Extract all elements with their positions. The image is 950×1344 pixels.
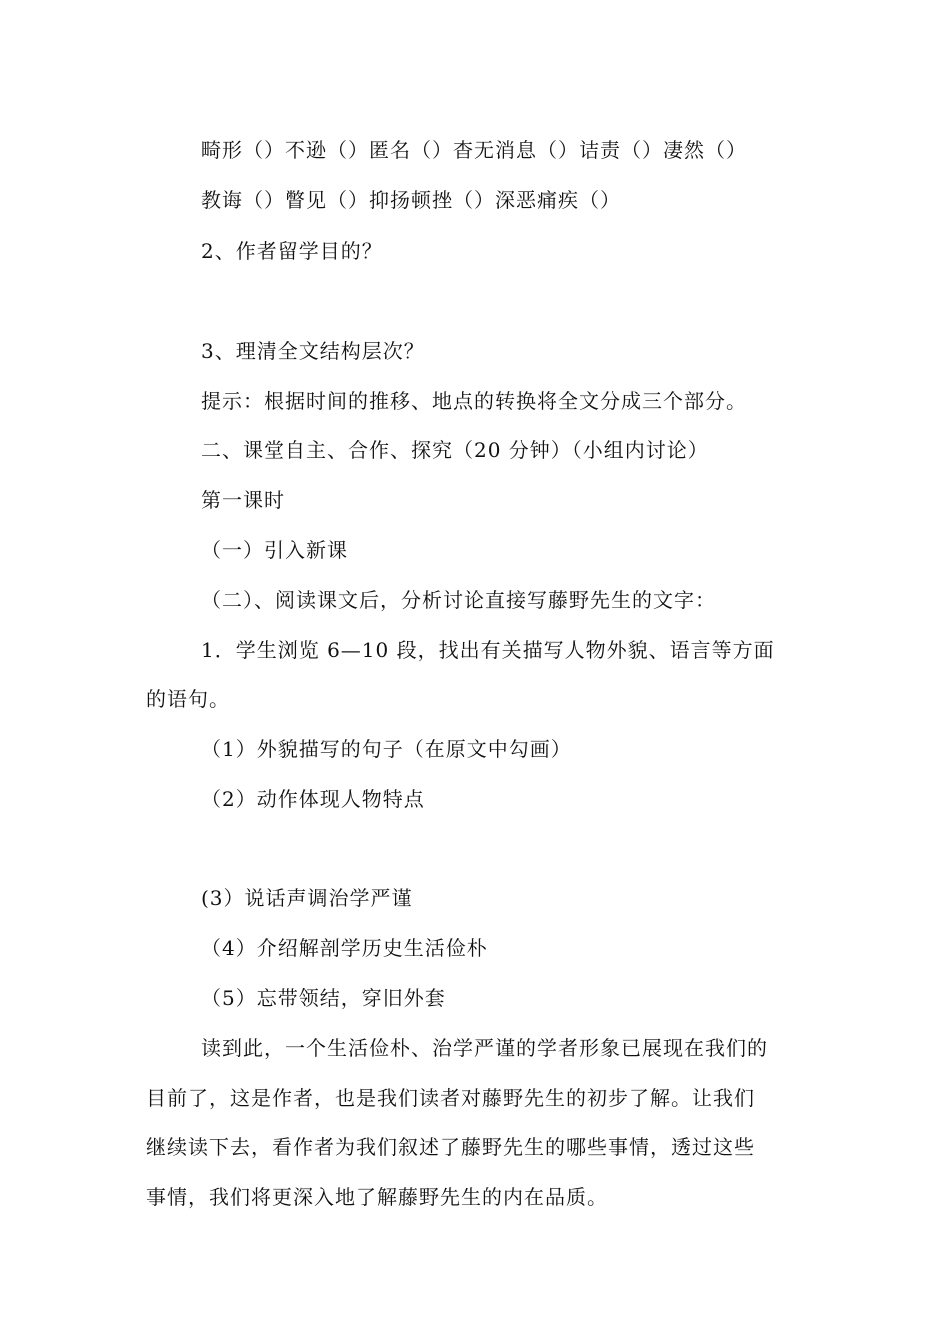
- sub-item-5: （5）忘带领结，穿旧外套: [201, 986, 446, 1010]
- paragraph-line-4: 事情，我们将更深入地了解藤野先生的内在品质。: [146, 1185, 608, 1209]
- sub-item-1: （1）外貌描写的句子（在原文中勾画）: [201, 737, 572, 761]
- paragraph-line-1: 读到此，一个生活俭朴、治学严谨的学者形象已展现在我们的: [201, 1036, 768, 1060]
- vocab-line-1: 畸形（）不逊（）匿名（）杳无消息（）诘责（）凄然（）: [201, 138, 747, 162]
- vocab-line-2: 教诲（）瞥见（）抑扬顿挫（）深恶痛疾（）: [201, 188, 621, 212]
- item-1-line-2: 的语句。: [146, 687, 230, 711]
- question-2: 2、作者留学目的？: [201, 239, 383, 263]
- section-2-heading: 二、课堂自主、合作、探究（20 分钟）（小组内讨论）: [201, 438, 709, 462]
- sub-item-2: （2）动作体现人物特点: [201, 787, 425, 811]
- lesson-label: 第一课时: [201, 488, 285, 512]
- paragraph-line-2: 目前了，这是作者，也是我们读者对藤野先生的初步了解。让我们: [146, 1086, 755, 1110]
- question-3: 3、理清全文结构层次？: [201, 339, 425, 363]
- part-2-heading: （二）、阅读课文后，分析讨论直接写藤野先生的文字：: [201, 588, 716, 612]
- sub-item-4: （4）介绍解剖学历史生活俭朴: [201, 936, 488, 960]
- part-1-heading: （一）引入新课: [201, 538, 348, 562]
- item-1-line-1: 1．学生浏览 6—10 段，找出有关描写人物外貌、语言等方面: [201, 638, 775, 662]
- sub-item-3: (3）说话声调治学严谨: [201, 886, 413, 910]
- hint-text: 提示：根据时间的推移、地点的转换将全文分成三个部分。: [201, 389, 747, 413]
- paragraph-line-3: 继续读下去，看作者为我们叙述了藤野先生的哪些事情，透过这些: [146, 1135, 755, 1159]
